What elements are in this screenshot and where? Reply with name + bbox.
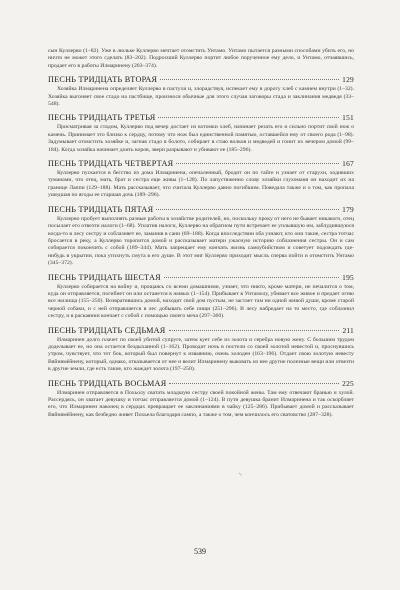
section-page-number: 211 xyxy=(342,325,354,335)
section-summary-32: Хозяйка Илмаринена определяет Куллерво в пастухи и, злорадствуя, испекает ему в дорогу хлеб с камнем внутри (1–32). Хозяйка выгоняет свое стадо на пастбище, произнося обычные для этого случая заговоры стада и заклинания медведя (33–548). xyxy=(48,86,354,108)
dot-leader xyxy=(169,383,339,384)
dot-leader xyxy=(169,330,340,331)
section-title: ПЕСНЬ ТРИДЦАТЬ ЧЕТВЕРТАЯ xyxy=(48,159,174,169)
section-heading-33 xyxy=(48,113,354,122)
section-heading-38 xyxy=(48,379,354,388)
section-heading-36 xyxy=(48,273,354,282)
section-title: ПЕСНЬ ТРИДЦАТЬ СЕДЬМАЯ xyxy=(48,325,166,335)
section-heading-32 xyxy=(48,75,354,84)
section-summary-34: Куллерво пускается в бегство из дома Илмаринена, опечаленный, бродит он по тайге и узнает от старухи, ходивших туманами, что отец, мать, брат и сестра еще живы (1–128). По лапустяженно слову хозяйки глухоманя он находит их на границе Лаппи (129–188). Мать рассказывает, что считала Куллерво давно погибшим. Поведала также и о том, как пропала ушедшая по ягоды ее старшая дочь (189–296). xyxy=(48,170,354,199)
section-page-number: 167 xyxy=(342,159,354,169)
section-summary-38: Илмаринен отправляется в Похьолу сватать младшую сестру своей покойной жены. Там ему отвечают бранью и хулой. Рассердясь, он хватает девушку и тотчас отправляется домой (1–124). В пути девушка бранит Илмаринена и так оскорбляет его, что Илмаринен наконец в сердцах превращает ее заклинаниями в чайку (125–286). Прибывает домой и рассказывает Вяйнямёйнену, как безбедно живет Похьела благодаря сампо, а также о том, чем кончилось его сватовство (287–328). xyxy=(48,389,354,418)
page-number: 539 xyxy=(194,547,206,556)
section-page-number: 129 xyxy=(342,75,354,85)
stray-mark: \ xyxy=(238,471,244,479)
section-summary-35: Куллерво пробует выполнять разные работы в хозяйстве родителей, но, поскольку проку от него не бывает никакого, отец посылает его отвезти налоги (1–68). Уплатив налоги, Куллерво на обратном пути встречает ее уплывшую им, заблудившуюся когда-то в лесу сестру и соблазняет ее, заманив в сани (69–188). Когда впоследствии оба узнают, кто они такие, сестра тотчас бросается в реку, а Куллерво торопится домой и рассказывает матери ужасную историю соблазнения сестры. Он и сам собирается покончить с собой (189–344). Мать запрещает ему кончать жизнь самоубийством и советует подождать где-нибудь в укрытии, пока утихнуть смута в его душе. В этот миг Куллерво приходит мысль сперва пойти и отомстить Унтамо (345–372). xyxy=(48,215,354,267)
dot-leader xyxy=(176,163,339,164)
section-summary-33: Присматривая за стадом, Куллерво под вечер достает из котомки хлеб, начинает резать его и сильно портит свой нож о камень. Принимает это близко к сердцу, потому что нож был единственной памятью, оставшейся ему от своего рода (1–98). Задумывает отомстить хозяйке и, загнав стадо в болото, собирает в стаю волков и медведей и гонит их вечером домой (99–184). Когда хозяйка начинает доить коров, звери разрывают и убивают ее (185–296). xyxy=(48,124,354,153)
section-page-number: 195 xyxy=(342,272,354,282)
dot-leader xyxy=(164,277,339,278)
section-heading-34 xyxy=(48,159,354,168)
dot-leader xyxy=(160,79,339,80)
dot-leader xyxy=(156,209,339,210)
section-title: ПЕСНЬ ТРИДЦАТЬ ПЯТАЯ xyxy=(48,204,154,214)
section-title: ПЕСНЬ ТРИДЦАТЬ ТРЕТЬЯ xyxy=(48,113,156,123)
section-title: ПЕСНЬ ТРИДЦАТЬ ВТОРАЯ xyxy=(48,75,158,85)
section-page-number: 225 xyxy=(342,378,354,388)
dot-leader xyxy=(158,117,339,118)
intro-paragraph: сын Куллерво (1–82). Уже в люльке Куллерво мечтает отомстить Унтамо. Унтамо пытается разными способами убить его, но ничто не может этого сделать (83–202). Подросший Куллерво портит любое порученное ему дело, и Унтамо, отчаявшись, продает его в работы Илмаринену (203–374). xyxy=(48,48,354,69)
section-page-number: 179 xyxy=(342,204,354,214)
section-heading-37 xyxy=(48,326,354,335)
section-heading-35 xyxy=(48,205,354,214)
section-summary-37: Илмаринен долго плачет по своей убитой супруге, затем кует себе из золота и серебра новую жену. С большим трудом доделывает ее, но она остается бездыханной (1–162). Проводит ночь в постели со своей золотой невестой и, проснувшись утром, чувствует, что тот бок, который был повернут к изваянию, очень холоден (163–196). Отдает свою золотую невесту Вяйнямёйнену, который, однако, отказывается от нее и велит Илмаринену выковать из нее другие полезные вещи или отвезти в другие земли, где есть такие, кто жаждет золота (197–250). xyxy=(48,336,354,373)
section-summary-36: Куллерво собирается на войну и, прощаясь со всеми домашними, узнает, что никто, кроме матери, не печалится о том, куда он отправляется, погибнет он или останется в живых (1–154). Прибывает в Унтамолу, убивает все живое и предает огню все жилища (155–250). Возвратившись домой, находит свой дом пустым, не застает там ни одной живой души, кроме старой черной собаки, и с ней отправляется в лес добывать себе пищи (251–296). В лесу набредает на то место, где соблазнил сестру, и в раскаянии кончает с собой с помощью своего меча (297–360). xyxy=(48,283,354,320)
section-title: ПЕСНЬ ТРИДЦАТЬ ВОСЬМАЯ xyxy=(48,378,167,388)
section-page-number: 151 xyxy=(342,113,354,123)
section-title: ПЕСНЬ ТРИДЦАТЬ ШЕСТАЯ xyxy=(48,272,161,282)
